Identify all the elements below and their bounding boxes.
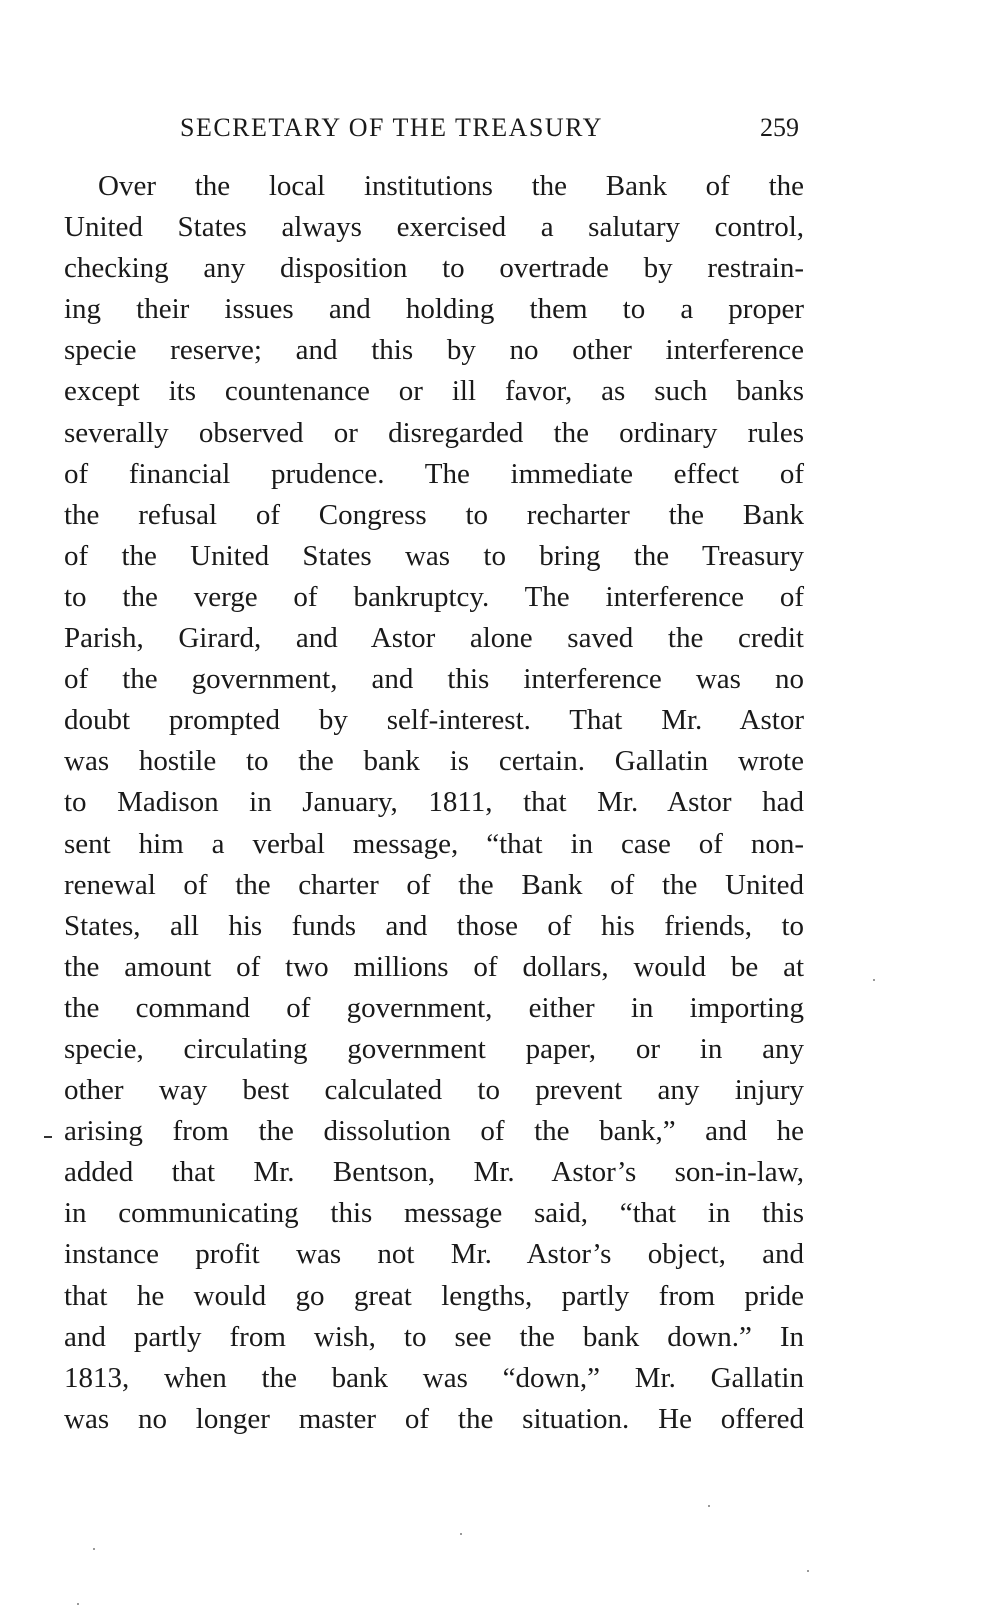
text-line: States, all his funds and those of his friends, to: [64, 909, 804, 942]
text-line: doubt prompted by self-interest. That Mr. Astor: [64, 704, 804, 737]
text-line: Over the local institutions the Bank of the: [98, 170, 804, 202]
text-line: ing their issues and holding them to a proper: [64, 293, 804, 326]
text-line: sent him a verbal message, “that in case of non-: [64, 827, 804, 860]
text-line: except its countenance or ill favor, as such banks: [64, 375, 804, 408]
running-title: SECRETARY OF THE TREASURY: [180, 113, 603, 142]
text-line: 1813, when the bank was “down,” Mr. Gallatin: [64, 1361, 804, 1394]
text-line: in communicating this message said, “that in this: [64, 1197, 804, 1230]
text-line: to Madison in January, 1811, that Mr. Astor had: [64, 786, 804, 819]
dust-speck: [460, 1533, 462, 1535]
dust-speck: [93, 1548, 95, 1550]
text-line: was no longer master of the situation. He offered: [64, 1402, 804, 1435]
text-line: of the government, and this interference was no: [64, 663, 804, 696]
dust-speck: [77, 1603, 79, 1605]
dust-speck: [873, 979, 875, 981]
dust-speck: [807, 1570, 809, 1572]
text-line: of the United States was to bring the Treasury: [64, 539, 804, 572]
text-line: to the verge of bankruptcy. The interference of: [64, 580, 804, 613]
text-line: severally observed or disregarded the ordinary rules: [64, 416, 804, 449]
text-line: the refusal of Congress to recharter the Bank: [64, 498, 804, 531]
text-line: that he would go great lengths, partly from pride: [64, 1279, 804, 1312]
running-head: [0, 113, 1000, 149]
body-text: [64, 166, 804, 1440]
text-line: arising from the dissolution of the bank,” and he: [64, 1115, 804, 1148]
text-line: was hostile to the bank is certain. Gallatin wrote: [64, 745, 804, 778]
text-line: and partly from wish, to see the bank down.” In: [64, 1320, 804, 1353]
text-line: added that Mr. Bentson, Mr. Astor’s son-in-law,: [64, 1156, 804, 1189]
dust-speck: [708, 1505, 710, 1507]
margin-mark: [44, 1136, 52, 1138]
text-line: other way best calculated to prevent any injury: [64, 1074, 804, 1107]
text-line: of financial prudence. The immediate effect of: [64, 457, 804, 490]
text-line: United States always exercised a salutary control,: [64, 211, 804, 244]
text-line: Parish, Girard, and Astor alone saved the credit: [64, 622, 804, 655]
text-line: specie reserve; and this by no other interference: [64, 334, 804, 367]
text-line: checking any disposition to overtrade by restrain-: [64, 252, 804, 285]
text-line: renewal of the charter of the Bank of the United: [64, 868, 804, 901]
text-line: the amount of two millions of dollars, would be at: [64, 950, 804, 983]
text-line: the command of government, either in importing: [64, 991, 804, 1024]
text-line: instance profit was not Mr. Astor’s object, and: [64, 1238, 804, 1271]
page-number: 259: [760, 113, 799, 142]
text-line: specie, circulating government paper, or in any: [64, 1032, 804, 1065]
